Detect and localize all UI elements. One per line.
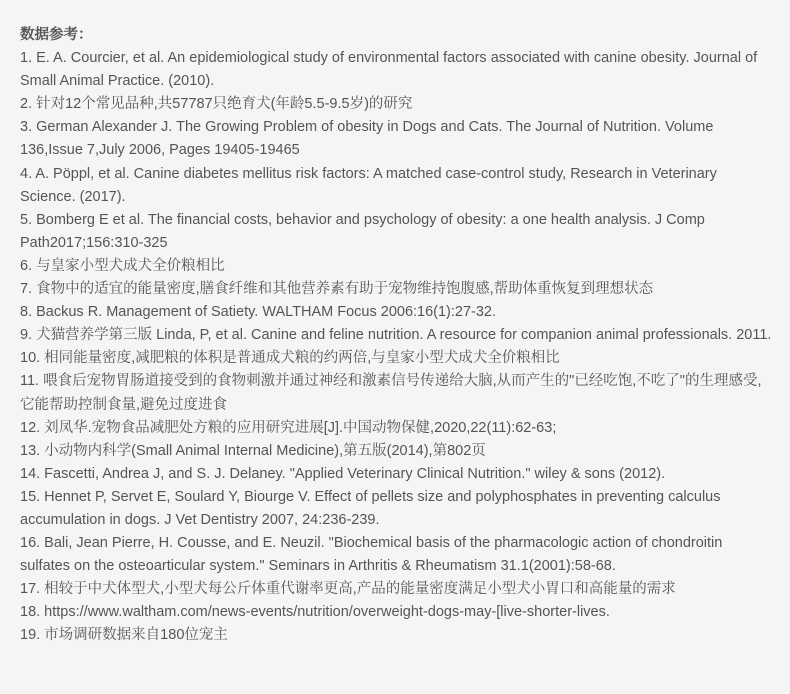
reference-item-6: 6. 与皇家小型犬成犬全价粮相比: [20, 257, 225, 274]
reference-item-12: 12. 刘凤华.宠物食品减肥处方粮的应用研究进展[J].中国动物保健,2020,22(11):62-63;: [20, 419, 557, 436]
reference-item-18: 18. https://www.waltham.com/news-events/nutrition/overweight-dogs-may-[live-shorter-lives.: [20, 604, 610, 621]
reference-item-15: 15. Hennet P, Servet E, Soulard Y, Biourge V. Effect of pellets size and polyphosphates in preventing calculus accumulation in dogs. J Vet Dentistry 2007, 24:236-239.: [20, 488, 721, 528]
reference-item-8: 8. Backus R. Management of Satiety. WALTHAM Focus 2006:16(1):27-32.: [20, 304, 497, 321]
reference-item-1: 1. E. A. Courcier, et al. An epidemiological study of environmental factors associated with canine obesity. Journal of Small Animal Practice. (2010).: [20, 50, 758, 90]
reference-item-17: 17. 相较于中犬体型犬,小型犬每公斤体重代谢率更高,产品的能量密度满足小型犬小胃口和高能量的需求: [20, 581, 676, 598]
reference-item-7: 7. 食物中的适宜的能量密度,膳食纤维和其他营养素有助于宠物维持饱腹感,帮助体重恢复到理想状态: [20, 281, 654, 298]
references-title: 数据参考：: [20, 27, 93, 43]
reference-item-3: 3. German Alexander J. The Growing Problem of obesity in Dogs and Cats. The Journal of Nutrition. Volume 136,Issue 7,July 2006, Pages 19405-19465: [20, 119, 714, 159]
reference-item-4: 4. A. Pöppl, et al. Canine diabetes mellitus risk factors: A matched case-control study, Research in Veterinary Science. (2017).: [20, 165, 717, 205]
reference-item-9: 9. 犬猫营养学第三版 Linda, P, et al. Canine and feline nutrition. A resource for companion animal professionals. 2011.: [20, 327, 772, 344]
reference-item-5: 5. Bomberg E et al. The financial costs, behavior and psychology of obesity: a one health analysis. J Comp Path2017;156:310-325: [20, 211, 705, 251]
reference-item-14: 14. Fascetti, Andrea J, and S. J. Delaney. "Applied Veterinary Clinical Nutrition." wiley & sons (2012).: [20, 465, 666, 482]
reference-item-10: 10. 相同能量密度,减肥粮的体积是普通成犬粮的约两倍,与皇家小型犬成犬全价粮相比: [20, 350, 560, 367]
references-list: [20, 47, 772, 647]
reference-item-13: 13. 小动物内科学(Small Animal Internal Medicine),第五版(2014),第802页: [20, 442, 486, 459]
reference-item-2: 2. 针对12个常见品种,共57787只绝育犬(年龄5.5-9.5岁)的研究: [20, 96, 413, 113]
references-section: [20, 24, 772, 648]
reference-item-11: 11. 喂食后宠物胃肠道接受到的食物刺激并通过神经和激素信号传递给大脑,从而产生的"已经吃饱,不吃了"的生理感受,它能帮助控制食量,避免过度进食: [20, 373, 762, 413]
reference-item-19: 19. 市场调研数据来自180位宠主: [20, 627, 228, 644]
reference-item-16: 16. Bali, Jean Pierre, H. Cousse, and E. Neuzil. "Biochemical basis of the pharmacologic action of chondroitin sulfates on the osteoarticular system." Seminars in Arthritis & Rheumatism 31.1(2001):58-68.: [20, 535, 723, 575]
